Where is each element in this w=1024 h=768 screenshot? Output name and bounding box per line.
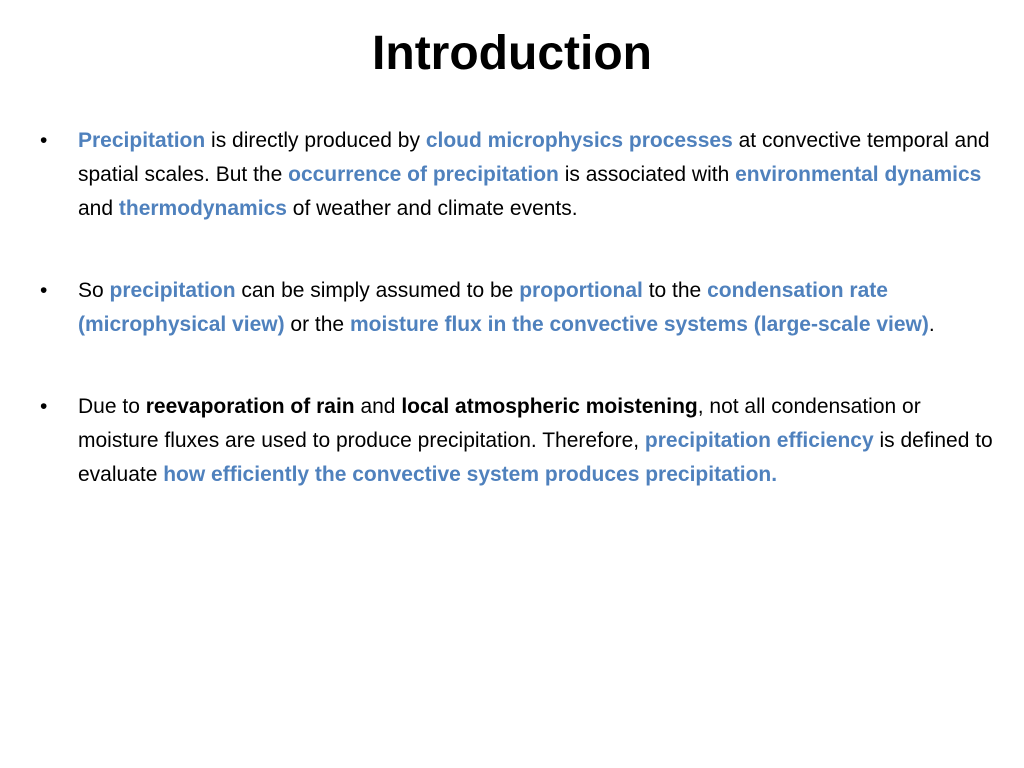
text-segment: to the <box>642 279 708 302</box>
bullet-marker: • <box>40 279 48 302</box>
text-segment: of weather and climate events. <box>286 197 578 220</box>
text-segment: can be simply assumed to be <box>235 279 520 302</box>
bullet-item <box>40 274 1000 342</box>
highlight-term: occurrence of precipitation <box>288 163 559 186</box>
bullet-text <box>78 279 935 336</box>
bullet-text <box>78 129 990 220</box>
text-segment: , not all condensation or moisture fluxes are used to produce precipitation. Therefore, <box>78 395 921 452</box>
bullet-text <box>78 395 993 486</box>
text-segment: at convective temporal and spatial scales. But the <box>78 129 990 186</box>
bullet-marker: • <box>40 395 48 418</box>
highlight-term: thermodynamics <box>118 197 287 220</box>
text-segment: is directly produced by <box>205 129 426 152</box>
bullet-marker: • <box>40 129 48 152</box>
highlight-term: Precipitation <box>78 129 206 152</box>
text-segment: and <box>78 197 119 220</box>
highlight-term: condensation rate (microphysical view) <box>78 279 888 336</box>
text-segment: So <box>78 279 110 302</box>
text-segment: is associated with <box>558 163 736 186</box>
text-segment: . <box>928 313 935 336</box>
text-segment: is defined to evaluate <box>78 429 993 486</box>
bullet-list <box>40 124 1000 540</box>
text-segment: and <box>354 395 402 418</box>
highlight-term: proportional <box>519 279 643 302</box>
bold-term: reevaporation of rain <box>145 395 355 418</box>
text-segment: Due to <box>78 395 146 418</box>
highlight-term: precipitation <box>109 279 236 302</box>
highlight-term: how efficiently the convective system produces precipitation. <box>163 463 778 486</box>
text-segment: or the <box>284 313 350 336</box>
highlight-term: cloud microphysics processes <box>425 129 733 152</box>
bold-term: local atmospheric moistening <box>401 395 698 418</box>
bullet-item <box>40 390 1000 492</box>
slide-title: Introduction <box>372 27 652 80</box>
highlight-term: environmental dynamics <box>735 163 982 186</box>
highlight-term: precipitation efficiency <box>644 429 874 452</box>
bullet-item <box>40 124 1000 226</box>
highlight-term: moisture flux in the convective systems (large-scale view) <box>349 313 929 336</box>
